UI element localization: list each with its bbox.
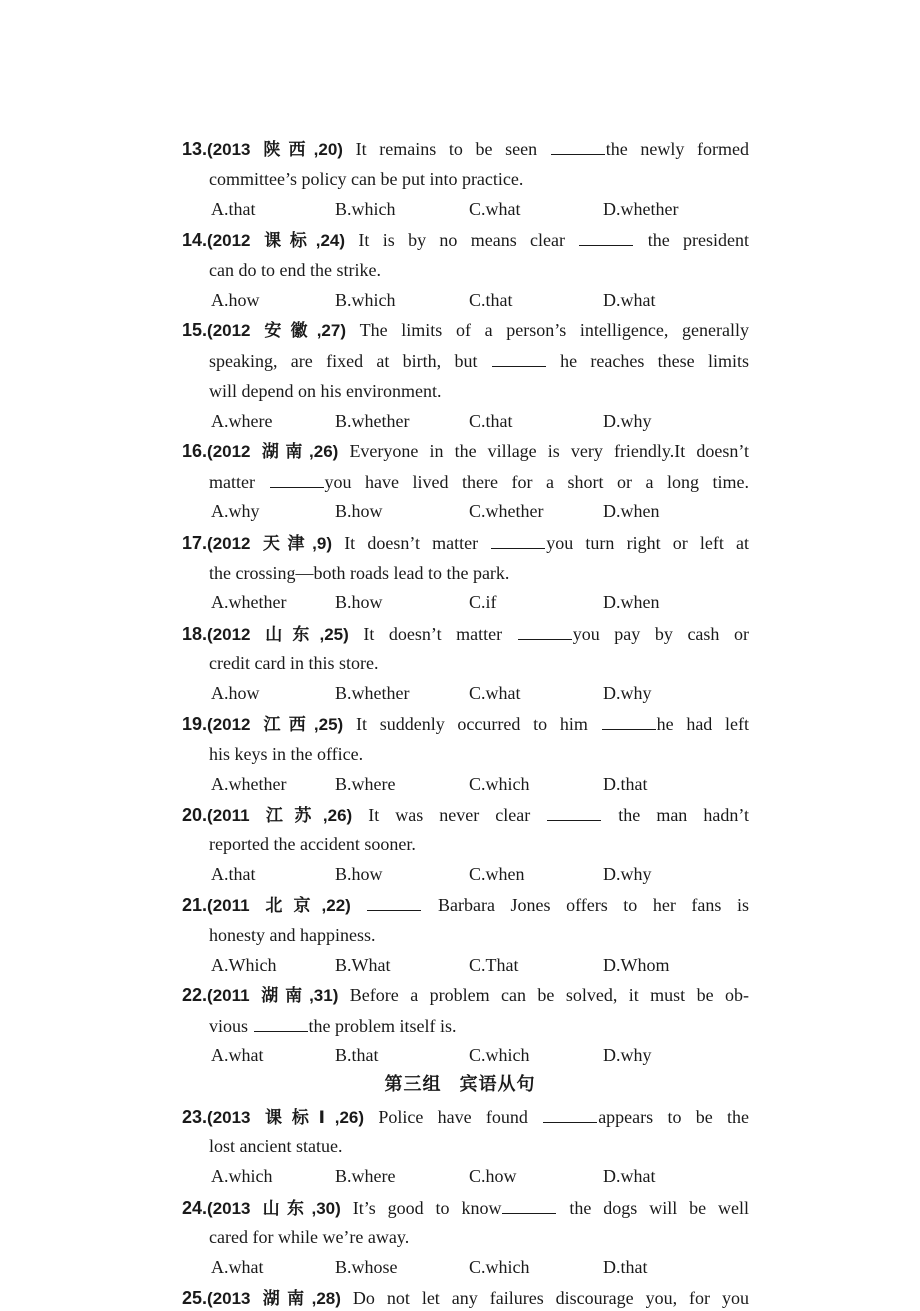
question-17: 17.(2012 天津,9) It doesn’t matter you turn right or left at [182,530,749,556]
question-line: his keys in the office. [209,744,364,764]
option-c: C.how [469,1166,517,1186]
option-a: A.why [211,501,260,521]
question-source: (2011 北京,22) [207,896,351,915]
option-c: C.whether [469,501,544,521]
option-d: D.whether [603,199,679,219]
question-24: 24.(2013 山东,30) It’s good to know the dogs will be well [182,1195,749,1221]
question-number: 18. [182,624,208,644]
question-20: 20.(2011 江苏,26) It was never clear the man hadn’t [182,802,749,828]
option-a: A.how [211,683,260,703]
option-c: C.if [469,592,497,612]
option-a: A.that [211,864,256,884]
question-number: 25. [182,1288,208,1308]
question-number: 15. [182,320,208,340]
question-line: committee’s policy can be put into practice. [209,169,524,189]
option-b: B.where [335,774,396,794]
question-line: the crossing—both roads lead to the park. [209,563,510,583]
option-d: D.why [603,1045,652,1065]
question-source: (2013 课标Ⅰ,26) [207,1108,365,1127]
option-a: A.what [211,1045,264,1065]
option-b: B.whether [335,411,410,431]
question-number: 13. [182,139,208,159]
question-source: (2012 山东,25) [207,625,349,644]
section-group: 第三组 [384,1074,442,1095]
option-c: C.which [469,1045,530,1065]
option-d: D.Whom [603,955,670,975]
question-16: 16.(2012 湖南,26) Everyone in the village is very friendly.It doesn’t [182,441,750,461]
option-d: D.that [603,1257,648,1277]
option-b: B.whose [335,1257,398,1277]
question-18: 18.(2012 山东,25) It doesn’t matter you pay by cash or [182,621,749,647]
option-c: C.That [469,955,519,975]
question-line: cared for while we’re away. [209,1227,410,1247]
option-c: C.which [469,774,530,794]
question-source: (2012 江西,25) [207,715,344,734]
question-22: 22.(2011 湖南,31) Before a problem can be solved, it must be ob- [182,985,750,1005]
option-a: A.how [211,290,260,310]
answer-blank [543,1104,597,1123]
option-a: A.what [211,1257,264,1277]
option-c: C.which [469,1257,530,1277]
option-b: B.What [335,955,391,975]
question-15: 15.(2012 安徽,27) The limits of a person’s intelligence, generally [182,320,749,340]
answer-blank [547,802,601,821]
question-line: credit card in this store. [209,653,379,673]
question-line: matter you have lived there for a short or a long time. [209,469,749,494]
question-source: (2012 天津,9) [207,534,333,553]
option-b: B.that [335,1045,379,1065]
option-a: A.Which [211,955,277,975]
option-b: B.how [335,864,383,884]
option-a: A.where [211,411,273,431]
answer-blank [551,136,605,155]
question-line: reported the accident sooner. [209,834,416,854]
option-a: A.that [211,199,256,219]
answer-blank [602,711,656,730]
answer-blank [518,621,572,640]
option-a: A.whether [211,592,287,612]
question-13: 13.(2013 陕西,20) It remains to be seen the newly formed [182,136,749,162]
option-b: B.whether [335,683,410,703]
option-d: D.when [603,592,660,612]
option-c: C.that [469,290,513,310]
question-number: 21. [182,895,208,915]
option-c: C.when [469,864,525,884]
question-line: speaking, are fixed at birth, but he reaches these limits [209,348,749,373]
answer-blank [491,530,545,549]
option-d: D.why [603,683,652,703]
option-c: C.that [469,411,513,431]
question-14: 14.(2012 课标,24) It is by no means clear the president [182,227,749,253]
answer-blank [502,1195,556,1214]
question-source: (2012 安徽,27) [207,321,346,340]
option-b: B.how [335,501,383,521]
question-21: 21.(2011 北京,22) Barbara Jones offers to her fans is [182,892,749,918]
question-source: (2011 江苏,26) [207,806,353,825]
answer-blank [367,892,421,911]
section-title: 宾语从句 [459,1074,536,1095]
option-b: B.which [335,290,396,310]
option-a: A.whether [211,774,287,794]
question-source: (2013 湖南,28) [207,1289,341,1308]
question-number: 17. [182,533,208,553]
question-number: 16. [182,441,208,461]
answer-blank [579,227,633,246]
option-b: B.how [335,592,383,612]
question-19: 19.(2012 江西,25) It suddenly occurred to him he had left [182,711,749,737]
question-number: 19. [182,714,208,734]
question-number: 20. [182,805,208,825]
question-25: 25.(2013 湖南,28) Do not let any failures discourage you, for you [182,1288,749,1308]
question-source: (2012 湖南,26) [207,442,339,461]
question-source: (2013 陕西,20) [207,140,343,159]
answer-blank [254,1013,308,1032]
option-c: C.what [469,199,521,219]
question-line: can do to end the strike. [209,260,381,280]
option-d: D.when [603,501,660,521]
option-c: C.what [469,683,521,703]
option-b: B.where [335,1166,396,1186]
question-line: will depend on his environment. [209,381,442,401]
question-source: (2013 山东,30) [207,1199,341,1218]
answer-blank [492,348,546,367]
option-a: A.which [211,1166,273,1186]
question-line: lost ancient statue. [209,1136,343,1156]
option-d: D.what [603,290,656,310]
option-d: D.why [603,411,652,431]
question-number: 23. [182,1107,208,1127]
section-heading [0,1073,920,1097]
option-d: D.that [603,774,648,794]
question-line: honesty and happiness. [209,925,376,945]
option-b: B.which [335,199,396,219]
question-source: (2012 课标,24) [207,231,346,250]
option-d: D.what [603,1166,656,1186]
answer-blank [270,469,324,488]
question-line: vious the problem itself is. [209,1013,749,1038]
option-d: D.why [603,864,652,884]
question-source: (2011 湖南,31) [207,986,339,1005]
question-number: 22. [182,985,208,1005]
question-number: 14. [182,230,208,250]
question-23: 23.(2013 课标Ⅰ,26) Police have found appears to be the [182,1104,749,1130]
question-number: 24. [182,1198,208,1218]
